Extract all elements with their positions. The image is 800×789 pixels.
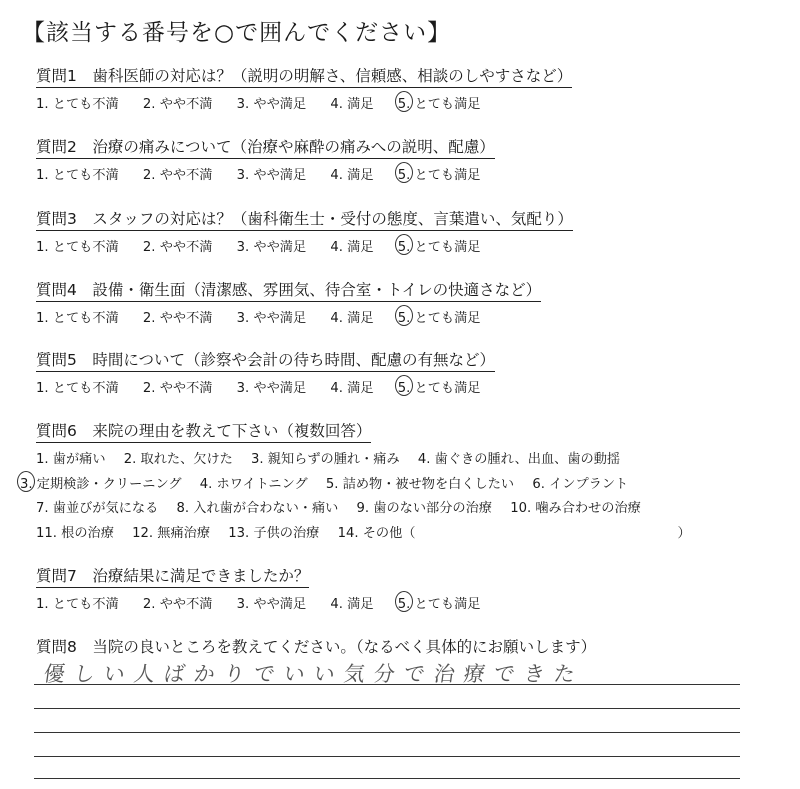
reason-row-3 [36,497,691,522]
question-7 [36,564,480,612]
question-4-label: 質問4 設備・衛生面（清潔感、雰囲気、待合室・トイレの快適さなど） [36,278,541,302]
option-3[interactable]: 3. やや満足 [236,168,307,183]
handwritten-answer: 優しい人ばかりでいい気分で治療できた [42,662,586,686]
option-5-circled[interactable]: 5. とても満足 [398,93,481,112]
answer-line-1 [34,684,740,685]
question-5-label: 質問5 時間について（診察や会計の待ち時間、配慮の有無など） [36,348,495,372]
reason-row-4 [36,522,691,547]
question-5 [36,348,495,396]
reason-14-label: 14. その他（ [337,525,416,541]
option-2[interactable]: 2. やや不満 [142,381,213,396]
reason-row-2 [20,473,691,498]
question-3 [36,207,573,255]
option-4[interactable]: 4. 満足 [330,597,374,612]
option-3[interactable]: 3. やや満足 [236,311,307,326]
question-2-options [36,164,495,183]
option-4[interactable]: 4. 満足 [330,97,374,112]
question-2-label: 質問2 治療の痛みについて（治療や麻酔の痛みへの説明、配慮） [36,135,495,159]
question-1-options [36,93,572,112]
option-2[interactable]: 2. やや不満 [142,240,213,255]
reason-whitening[interactable]: 4. ホワイトニング [199,476,308,492]
reason-1[interactable]: 1. 歯が痛い [36,452,106,467]
question-7-label: 質問7 治療結果に満足できましたか？ [36,564,309,588]
reason-2[interactable]: 2. 取れた、欠けた [123,452,233,467]
answer-line-3 [34,732,740,733]
option-1[interactable]: 1. とても不満 [36,381,119,396]
question-6-reasons [20,448,691,546]
question-1 [36,64,572,112]
option-1[interactable]: 1. とても不満 [36,97,119,112]
question-3-label: 質問3 スタッフの対応は？（歯科衛生士・受付の態度、言葉遣い、気配り） [36,207,573,231]
reason-13[interactable]: 13. 子供の治療 [228,525,320,541]
question-5-options [36,377,495,396]
reason-14-other[interactable] [338,522,691,547]
option-1[interactable]: 1. とても不満 [36,168,119,183]
reason-11[interactable]: 11. 根の治療 [36,525,114,541]
option-4[interactable]: 4. 満足 [330,381,374,396]
answer-line-2 [34,708,740,709]
option-2[interactable]: 2. やや不満 [142,311,213,326]
option-1[interactable]: 1. とても不満 [36,597,119,612]
option-3[interactable]: 3. やや満足 [236,381,307,396]
question-3-options [36,236,573,255]
option-1[interactable]: 1. とても不満 [36,240,119,255]
reason-8[interactable]: 8. 入れ歯が合わない・痛い [176,501,339,516]
option-3[interactable]: 3. やや満足 [236,97,307,112]
option-3[interactable]: 3. やや満足 [236,240,307,255]
page-title: 【該当する番号を○で囲んでください】 [22,20,452,46]
option-4[interactable]: 4. 満足 [330,240,374,255]
reason-implant[interactable]: 6. インプラント [532,476,629,492]
option-2[interactable]: 2. やや不満 [142,97,213,112]
question-7-options [36,593,480,612]
reason-7[interactable]: 7. 歯並びが気になる [36,501,159,516]
question-4-options [36,307,541,326]
option-3[interactable]: 3. やや満足 [236,597,307,612]
reason-white-fillings[interactable]: 5. 詰め物・被せ物を白くしたい [325,476,515,492]
reason-10[interactable]: 10. 噛み合わせの治療 [510,501,641,516]
answer-line-4 [34,756,740,757]
question-6 [20,419,691,546]
question-8-label: 質問8 当院の良いところを教えてください。（なるべく具体的にお願いします） [36,638,597,656]
option-5-circled[interactable]: 5. とても満足 [398,236,481,255]
reason-checkup-circled[interactable]: 3. 定期検診・クリーニング [20,473,182,498]
reason-4[interactable]: 4. 歯ぐきの腫れ、出血、歯の動揺 [417,452,621,467]
option-2[interactable]: 2. やや不満 [142,597,213,612]
question-8 [36,635,596,658]
reason-12[interactable]: 12. 無痛治療 [132,525,211,541]
option-5-circled[interactable]: 5. とても満足 [398,593,481,612]
option-5-circled[interactable]: 5. とても満足 [398,307,481,326]
reason-3[interactable]: 3. 親知らずの腫れ・痛み [251,452,400,467]
reason-14-close-paren: ） [677,525,691,541]
question-2 [36,135,495,183]
reason-9[interactable]: 9. 歯のない部分の治療 [356,501,492,516]
option-2[interactable]: 2. やや不満 [142,168,213,183]
option-5-circled[interactable]: 5. とても満足 [398,164,481,183]
option-1[interactable]: 1. とても不満 [36,311,119,326]
option-4[interactable]: 4. 満足 [330,311,374,326]
option-5-circled[interactable]: 5. とても満足 [398,377,481,396]
option-4[interactable]: 4. 満足 [330,168,374,183]
question-6-label: 質問6 来院の理由を教えて下さい（複数回答） [36,419,371,443]
question-4 [36,278,541,326]
answer-line-5 [34,778,740,779]
reason-row-1 [36,448,691,473]
question-1-label: 質問1 歯科医師の対応は？（説明の明解さ、信頼感、相談のしやすさなど） [36,64,572,88]
